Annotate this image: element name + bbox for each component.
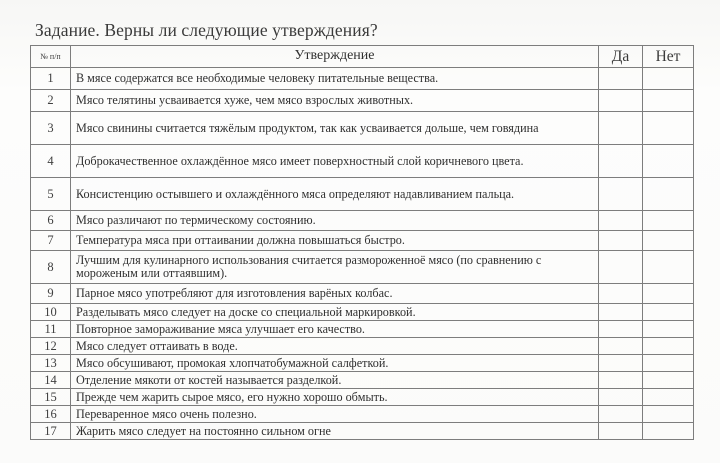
table-row	[31, 112, 694, 145]
answer-no-cell[interactable]	[643, 68, 694, 90]
header-no: Нет	[643, 46, 694, 68]
row-number: 15	[31, 389, 71, 406]
table-row	[31, 423, 694, 440]
row-statement: Разделывать мясо следует на доске со специальной маркировкой.	[71, 304, 599, 321]
table-row	[31, 90, 694, 112]
answer-yes-cell[interactable]	[599, 211, 643, 231]
answer-yes-cell[interactable]	[599, 406, 643, 423]
table-row	[31, 355, 694, 372]
answer-yes-cell[interactable]	[599, 423, 643, 440]
statements-table	[30, 45, 694, 440]
header-number: № п/п	[31, 46, 71, 68]
row-statement: Мясо следует оттаивать в воде.	[71, 338, 599, 355]
row-statement: Повторное замораживание мяса улучшает его качество.	[71, 321, 599, 338]
header-statement: Утверждение	[71, 46, 599, 68]
answer-no-cell[interactable]	[643, 338, 694, 355]
row-statement: Температура мяса при оттаивании должна повышаться быстро.	[71, 231, 599, 251]
answer-yes-cell[interactable]	[599, 251, 643, 284]
row-number: 13	[31, 355, 71, 372]
table-row	[31, 68, 694, 90]
answer-no-cell[interactable]	[643, 372, 694, 389]
answer-yes-cell[interactable]	[599, 90, 643, 112]
row-number: 2	[31, 90, 71, 112]
table-header-row	[31, 46, 694, 68]
answer-yes-cell[interactable]	[599, 68, 643, 90]
row-statement: Прежде чем жарить сырое мясо, его нужно хорошо обмыть.	[71, 389, 599, 406]
row-number: 12	[31, 338, 71, 355]
answer-no-cell[interactable]	[643, 145, 694, 178]
header-yes: Да	[599, 46, 643, 68]
answer-no-cell[interactable]	[643, 423, 694, 440]
row-statement: Мясо обсушивают, промокая хлопчатобумажной салфеткой.	[71, 355, 599, 372]
table-row	[31, 178, 694, 211]
row-number: 5	[31, 178, 71, 211]
answer-yes-cell[interactable]	[599, 321, 643, 338]
row-statement: Мясо различают по термическому состоянию.	[71, 211, 599, 231]
answer-yes-cell[interactable]	[599, 178, 643, 211]
row-statement: Жарить мясо следует на постоянно сильном огне	[71, 423, 599, 440]
answer-yes-cell[interactable]	[599, 284, 643, 304]
row-statement: Консистенцию остывшего и охлаждённого мяса определяют надавливанием пальца.	[71, 178, 599, 211]
table-row	[31, 284, 694, 304]
row-statement: Парное мясо употребляют для изготовления варёных колбас.	[71, 284, 599, 304]
table-row	[31, 372, 694, 389]
row-number: 11	[31, 321, 71, 338]
answer-yes-cell[interactable]	[599, 145, 643, 178]
answer-no-cell[interactable]	[643, 112, 694, 145]
table-row	[31, 321, 694, 338]
table-row	[31, 251, 694, 284]
answer-no-cell[interactable]	[643, 355, 694, 372]
row-statement: Лучшим для кулинарного использования считается размороженноё мясо (по сравнению с мороженым или оттаявшим).	[71, 251, 599, 284]
answer-no-cell[interactable]	[643, 251, 694, 284]
answer-yes-cell[interactable]	[599, 338, 643, 355]
answer-no-cell[interactable]	[643, 321, 694, 338]
row-number: 9	[31, 284, 71, 304]
table-row	[31, 304, 694, 321]
answer-yes-cell[interactable]	[599, 389, 643, 406]
answer-yes-cell[interactable]	[599, 231, 643, 251]
row-statement: Мясо телятины усваивается хуже, чем мясо взрослых животных.	[71, 90, 599, 112]
answer-yes-cell[interactable]	[599, 372, 643, 389]
answer-no-cell[interactable]	[643, 284, 694, 304]
answer-no-cell[interactable]	[643, 211, 694, 231]
row-number: 14	[31, 372, 71, 389]
answer-yes-cell[interactable]	[599, 112, 643, 145]
answer-no-cell[interactable]	[643, 304, 694, 321]
table-row	[31, 406, 694, 423]
row-number: 7	[31, 231, 71, 251]
row-number: 1	[31, 68, 71, 90]
row-statement: Доброкачественное охлаждённое мясо имеет поверхностный слой коричневого цвета.	[71, 145, 599, 178]
table-row	[31, 145, 694, 178]
table-row	[31, 389, 694, 406]
answer-yes-cell[interactable]	[599, 304, 643, 321]
row-number: 17	[31, 423, 71, 440]
answer-yes-cell[interactable]	[599, 355, 643, 372]
task-heading: Задание. Верны ли следующие утверждения?	[35, 20, 378, 40]
row-statement: В мясе содержатся все необходимые человеку питательные вещества.	[71, 68, 599, 90]
row-number: 10	[31, 304, 71, 321]
answer-no-cell[interactable]	[643, 231, 694, 251]
row-number: 6	[31, 211, 71, 231]
table-row	[31, 338, 694, 355]
table-row	[31, 231, 694, 251]
answer-no-cell[interactable]	[643, 178, 694, 211]
row-number: 4	[31, 145, 71, 178]
row-number: 16	[31, 406, 71, 423]
answer-no-cell[interactable]	[643, 389, 694, 406]
row-number: 8	[31, 251, 71, 284]
row-statement: Мясо свинины считается тяжёлым продуктом, так как усваивается дольше, чем говядина	[71, 112, 599, 145]
answer-no-cell[interactable]	[643, 406, 694, 423]
answer-no-cell[interactable]	[643, 90, 694, 112]
row-statement: Переваренное мясо очень полезно.	[71, 406, 599, 423]
table-row	[31, 211, 694, 231]
row-statement: Отделение мякоти от костей называется разделкой.	[71, 372, 599, 389]
row-number: 3	[31, 112, 71, 145]
